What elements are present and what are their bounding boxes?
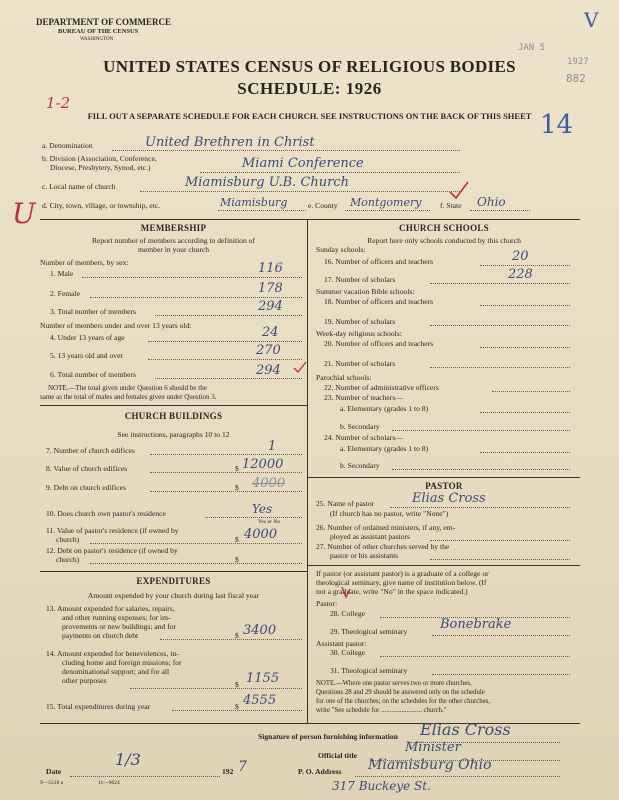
assistant-college-line [380, 656, 570, 657]
membership-sub2: member in your church [137, 245, 210, 254]
female-line [90, 297, 302, 298]
summer-officers-label: 18. Number of officers and teachers [324, 297, 434, 306]
weekday-schools-label: Week-day religious schools: [316, 329, 402, 338]
membership-note-1: NOTE.—The total given under Question 6 should be the [48, 384, 207, 392]
edifices-count-value: 1 [268, 439, 277, 454]
pastor-note-1: NOTE.—Where one pastor serves two or more churches, [316, 680, 472, 687]
running-expenses-dollar: $ [235, 631, 239, 640]
under-13-line [148, 341, 302, 342]
county-label: e. County [308, 201, 338, 210]
total-expenditures-label: 15. Total expenditures during year [46, 702, 151, 711]
edifices-debt-value: 4000 [252, 476, 286, 491]
red-check-icon [448, 180, 470, 200]
buildings-rule [40, 405, 307, 406]
pastor-heading: PASTOR [425, 481, 463, 491]
sunday-schools-label: Sunday schools: [316, 245, 366, 254]
expenditures-rule [40, 571, 307, 572]
denomination-value: United Brethren in Christ [145, 135, 315, 150]
county-line [345, 210, 430, 211]
red-tick-icon [340, 585, 352, 599]
column-divider [307, 219, 308, 724]
other-churches-label-1: 27. Number of other churches served by the [316, 542, 450, 551]
pastor-note-3: for one of the churches; on the schedules for the other churches, [316, 698, 491, 705]
residence-value-value: 4000 [244, 527, 278, 542]
total-members-2-label: 6. Total number of members [50, 370, 137, 379]
signature-value: Elias Cross [420, 720, 511, 739]
parochial-scholars-label: 24. Number of scholars— [324, 433, 403, 442]
schools-sub: Report here only schools conducted by this church [367, 236, 521, 245]
city-label: WASHINGTON [80, 37, 114, 42]
city-line [218, 210, 306, 211]
pastor-note-4: write "See schedule for ........................ church." [316, 707, 447, 714]
assistant-college-label: 30. College [330, 648, 366, 657]
parochial-teachers-label: 23. Number of teachers— [324, 393, 403, 402]
other-churches-label-2: pastor or his assistants [330, 551, 399, 560]
teachers-secondary-line [392, 430, 570, 431]
edifices-value-line [150, 472, 302, 473]
local-name-value: Miamisburg U.B. Church [185, 175, 350, 190]
male-line [82, 277, 302, 278]
official-title-label: Official title [318, 751, 358, 760]
residence-debt-label-2: church) [56, 555, 80, 564]
total-members-2-value: 294 [256, 363, 281, 378]
edifices-count-label: 7. Number of church edifices [46, 446, 135, 455]
scholars-elementary-label: a. Elementary (grades 1 to 8) [340, 444, 429, 453]
graduate-rule [307, 565, 580, 566]
buildings-heading: CHURCH BUILDINGS [124, 411, 223, 421]
running-expenses-label-4: payments on church debt [62, 631, 139, 640]
total-expenditures-dollar: $ [235, 702, 239, 711]
denomination-line [112, 150, 460, 151]
parochial-admin-line [492, 391, 570, 392]
residence-value-line [90, 543, 302, 544]
weekday-officers-label: 20. Number of officers and teachers [324, 339, 434, 348]
benevolences-label-1: 14. Amount expended for benevolences, in- [46, 649, 179, 658]
benevolences-label-4: other purposes [62, 676, 107, 685]
form-title: UNITED STATES CENSUS OF RELIGIOUS BODIES [103, 57, 516, 76]
residence-debt-line [90, 563, 302, 564]
yes-no-hint: Yes or No [258, 519, 281, 525]
under-13-value: 24 [262, 325, 279, 340]
age-label: Number of members under and over 13 years old: [40, 321, 192, 330]
edifices-count-line [150, 454, 302, 455]
form-subtitle: SCHEDULE: 1926 [237, 79, 382, 98]
residence-value-label: 11. Value of pastor's residence (if owned by [46, 526, 179, 535]
pastor-name-value: Elias Cross [412, 491, 486, 506]
members-by-sex-label: Number of members, by sex: [40, 258, 129, 267]
date-value: 1/3 [115, 750, 141, 769]
pastor-seminary-label: 29. Theological seminary [330, 627, 408, 636]
pastor-note-2: Questions 28 and 29 should be answered only on the schedule [316, 689, 485, 696]
instructions-line: FILL OUT A SEPARATE SCHEDULE FOR EACH CHURCH. SEE INSTRUCTIONS ON THE BACK OF THIS SHEET [87, 111, 532, 121]
benevolences-line [130, 688, 302, 689]
weekday-scholars-line [430, 367, 570, 368]
sunday-officers-label: 16. Number of officers and teachers [324, 257, 434, 266]
membership-note-2: same as the total of males and females given under Question 3. [40, 393, 217, 401]
date-label: Date [46, 767, 62, 776]
scholars-secondary-label: b. Secondary [340, 461, 380, 470]
pastor-college-label: 28. College [330, 609, 366, 618]
weekday-scholars-label: 21. Number of scholars [324, 359, 396, 368]
section-top-rule [40, 219, 580, 220]
total-members-line [155, 315, 302, 316]
total-members-2-line [155, 378, 302, 379]
division-line [200, 172, 460, 173]
running-expenses-label-2: and other running expenses; for im- [62, 613, 171, 622]
division-value: Miami Conference [242, 156, 364, 171]
pastor-section-label: Pastor: [316, 599, 338, 608]
total-expenditures-line [172, 710, 302, 711]
running-expenses-value: 3400 [243, 623, 277, 638]
received-stamp-number: 882 [566, 72, 586, 85]
benevolences-dollar: $ [235, 680, 239, 689]
scholars-elementary-line [480, 452, 570, 453]
po-address-line [355, 776, 560, 777]
pastor-name-line [390, 507, 570, 508]
summer-scholars-line [430, 325, 570, 326]
teachers-elementary-label: a. Elementary (grades 1 to 8) [340, 404, 429, 413]
assistant-seminary-label: 31. Theological seminary [330, 666, 408, 675]
year-value: 7 [238, 759, 247, 775]
total-expenditures-value: 4555 [243, 693, 277, 708]
benevolences-label-2: cluding home and foreign missions; for [62, 658, 182, 667]
city-township-label: d. City, town, village, or township, etc. [42, 201, 161, 210]
over-13-value: 270 [256, 343, 281, 358]
edifices-value-label: 8. Value of church edifices [46, 464, 128, 473]
graduate-text-3: not a graduate, write "No" in the space indicated.) [316, 587, 468, 596]
other-churches-line [430, 559, 570, 560]
year-prefix: 192 [222, 767, 234, 776]
department-label: DEPARTMENT OF COMMERCE [36, 17, 172, 27]
date-line [70, 776, 220, 777]
female-label: 2. Female [50, 289, 80, 298]
total-members-value: 294 [258, 299, 283, 314]
under-13-label: 4. Under 13 years of age [50, 333, 125, 342]
pastor-residence-label: 10. Does church own pastor's residence [46, 509, 166, 518]
po-address-value: Miamisburg Ohio [368, 757, 492, 773]
edifices-debt-label: 9. Debt on church edifices [46, 483, 126, 492]
pastor-seminary-value: Bonebrake [440, 617, 512, 632]
expenditures-sub: Amount expended by your church during last fiscal year [87, 591, 260, 600]
summer-schools-label: Summer vacation Bible schools: [316, 287, 415, 296]
running-expenses-line [160, 639, 302, 640]
received-stamp-year: 1927 [567, 57, 589, 67]
signature-label: Signature of person furnishing information [258, 732, 398, 741]
edifices-debt-line [150, 491, 302, 492]
ordained-ministers-line [430, 540, 570, 541]
assistant-pastor-label: Assistant pastor: [316, 639, 367, 648]
check-mark: V [584, 8, 599, 32]
running-expenses-label-3: provements or new buildings; and for [62, 622, 177, 631]
division-label: b. Division (Association, Conference, [42, 154, 157, 163]
pastor-name-hint: (If church has no pastor, write "None") [330, 509, 449, 518]
residence-debt-dollar: $ [235, 555, 239, 564]
state-value: Ohio [477, 195, 506, 209]
summer-scholars-label: 19. Number of scholars [324, 317, 396, 326]
parochial-schools-label: Parochial schools: [316, 373, 372, 382]
running-expenses-label-1: 13. Amount expended for salaries, repairs, [46, 604, 175, 613]
denomination-label: a. Denomination [42, 141, 93, 150]
graduate-text-1: If pastor (or assistant pastor) is a graduate of a college or [316, 569, 489, 578]
pastor-rule [307, 477, 580, 478]
benevolences-label-3: denominational support; and for all [62, 667, 170, 676]
graduate-text-2: theological seminary, give name of institution below. (If [316, 578, 487, 587]
teachers-elementary-line [480, 412, 570, 413]
pastor-seminary-line [432, 635, 570, 636]
assistant-seminary-line [432, 674, 570, 675]
sunday-officers-value: 20 [512, 249, 529, 264]
membership-sub1: Report number of members according to definition of [91, 236, 255, 245]
form-number: 9—5518 a [40, 780, 64, 786]
official-title-value: Minister [405, 740, 461, 755]
bureau-label: BUREAU OF THE CENSUS [58, 28, 139, 35]
city-value: Miamisburg [220, 196, 288, 209]
pastor-residence-line [205, 517, 302, 518]
residence-value-label-2: church) [56, 535, 80, 544]
edifices-value-dollar: $ [235, 464, 239, 473]
residence-value-dollar: $ [235, 535, 239, 544]
expenditures-heading: EXPENDITURES [136, 576, 211, 586]
benevolences-value: 1155 [246, 671, 280, 686]
sunday-scholars-label: 17. Number of scholars [324, 275, 396, 284]
county-value: Montgomery [350, 196, 422, 209]
sunday-officers-line [480, 265, 570, 266]
margin-mark: U [12, 197, 36, 230]
summer-officers-line [480, 305, 570, 306]
po-address-label: P. O. Address [298, 767, 342, 776]
local-name-label: c. Local name of church [42, 182, 116, 191]
pastor-residence-value: Yes [252, 502, 273, 516]
over-13-label: 5. 13 years old and over [50, 351, 123, 360]
scholars-secondary-line [392, 469, 570, 470]
po-address-street: 317 Buckeye St. [332, 779, 431, 793]
form-number-2: 11—9624 [98, 780, 120, 786]
total-members-label: 3. Total number of members [50, 307, 137, 316]
state-label: f. State [440, 201, 462, 210]
received-stamp-date: JAN 5 [518, 43, 546, 53]
pastor-name-label: 25. Name of pastor [316, 499, 375, 508]
weekday-officers-line [480, 347, 570, 348]
male-label: 1. Male [50, 269, 74, 278]
red-check-icon-2 [292, 360, 308, 374]
teachers-secondary-label: b. Secondary [340, 422, 380, 431]
edifices-debt-dollar: $ [235, 483, 239, 492]
over-13-line [148, 359, 302, 360]
residence-debt-label: 12. Debt on pastor's residence (if owned by [46, 546, 178, 555]
buildings-sub: See instructions, paragraphs 10 to 12 [117, 430, 230, 439]
parochial-admin-label: 22. Number of administrative officers [324, 383, 439, 392]
ordained-ministers-label-1: 26. Number of ordained ministers, if any, em- [316, 523, 456, 532]
membership-heading: MEMBERSHIP [140, 223, 207, 233]
schools-heading: CHURCH SCHOOLS [399, 223, 489, 233]
corner-code: 1-2 [46, 94, 71, 112]
male-value: 116 [258, 261, 283, 276]
ordained-ministers-label-2: ployed as assistant pastors [330, 532, 410, 541]
big-number-mark: 14 [540, 110, 574, 140]
local-name-line [140, 191, 460, 192]
female-value: 178 [258, 281, 283, 296]
sunday-scholars-value: 228 [508, 267, 533, 282]
division-label-2: Diocese, Presbytery, Synod, etc.) [50, 163, 151, 172]
sunday-scholars-line [430, 283, 570, 284]
edifices-value-value: 12000 [242, 457, 284, 472]
state-line [470, 210, 530, 211]
